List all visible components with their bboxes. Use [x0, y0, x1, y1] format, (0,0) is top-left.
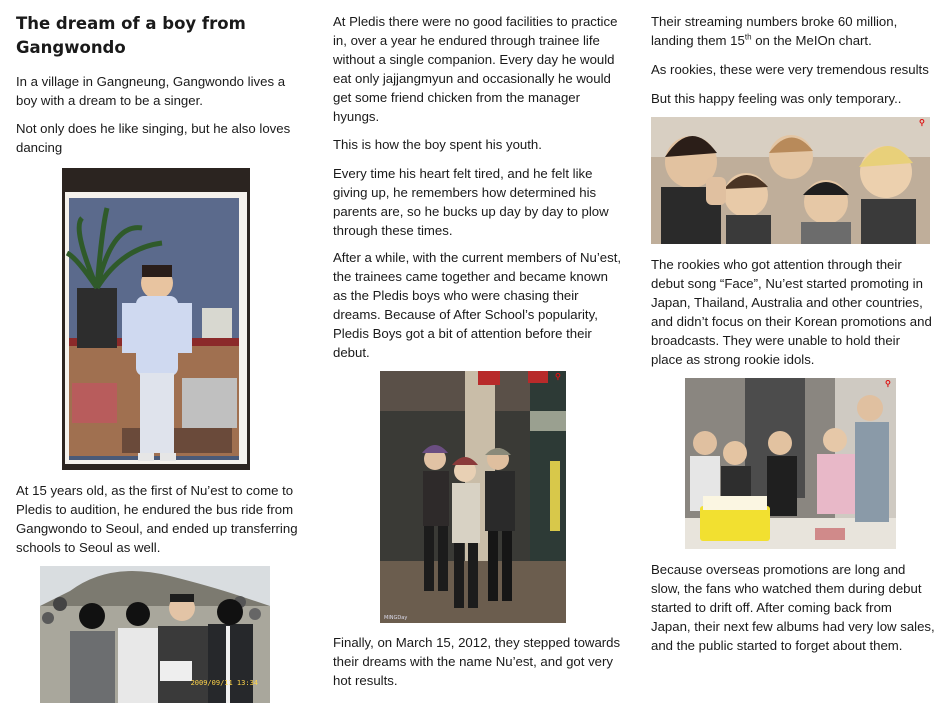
paragraph: Their streaming numbers broke 60 million, landing them 15th on the MeIOn chart.	[651, 14, 898, 48]
paragraph: The rookies who got attention through their debut song “Face”, Nu’est started promoting in Japan, Thailand, Australia and other countries, and didn’t focus on their Korean promotions and broadcasts. They were unable to hold their place as strong rookie idols.	[651, 257, 932, 367]
photo-date-stamp: 2009/09/11 13:34	[190, 679, 258, 687]
childhood-photo-art	[62, 168, 250, 470]
paragraph: Finally, on March 15, 2012, they stepped towards their dreams with the name Nu’est, and got very hot results.	[333, 635, 621, 688]
zoom-icon: ⚲	[555, 372, 561, 381]
paragraph: As rookies, these were very tremendous results	[651, 62, 929, 77]
page-title: The dream of a boy from Gangwondo	[16, 14, 246, 57]
friends-photo	[40, 566, 270, 703]
group-selfie-photo	[651, 117, 930, 244]
zoom-icon: ⚲	[885, 379, 891, 388]
group-selfie-photo-art	[651, 117, 930, 244]
paragraph: In a village in Gangneung, Gangwondo lives a boy with a dream to be a singer.	[16, 74, 286, 108]
photo-watermark: MINGDay	[384, 615, 408, 621]
paragraph: After a while, with the current members of Nu’est, the trainees came together and became known as the Pledis boys who were chasing their dreams. Because of After School’s popularity, Pledis Boys got a bit of attention before their debut.	[333, 250, 622, 360]
paragraph: At 15 years old, as the first of Nu’est to come to Pledis to audition, he endured the bus ride from Gangwondo to Seoul, and ended up transferring schools to Seoul as well.	[16, 483, 298, 555]
paragraph: Not only does he like singing, but he also loves dancing	[16, 121, 291, 155]
party-photo	[685, 378, 896, 549]
paragraph: Every time his heart felt tired, and he felt like giving up, he remembers how determined his parents are, so he bucks up day by day to plow through these times.	[333, 166, 609, 238]
zoom-icon: ⚲	[919, 118, 925, 127]
paragraph: But this happy feeling was only temporary..	[651, 91, 902, 106]
paragraph: Because overseas promotions are long and slow, the fans who watched them during debut started to drift off. After coming back from Japan, their next few albums had very low sales, and the public started to forget about them.	[651, 562, 935, 653]
pledis-boys-photo	[380, 371, 566, 623]
pledis-boys-photo-art	[380, 371, 566, 623]
paragraph: At Pledis there were no good facilities to practice in, over a year he endured through trainee life without a single companion. Every day he would eat only jajjangmyun and occasionally he would get some friend chicken from the manager hyungs.	[333, 14, 618, 124]
party-photo-art	[685, 378, 896, 549]
childhood-photo	[62, 168, 250, 470]
paragraph: This is how the boy spent his youth.	[333, 137, 542, 152]
